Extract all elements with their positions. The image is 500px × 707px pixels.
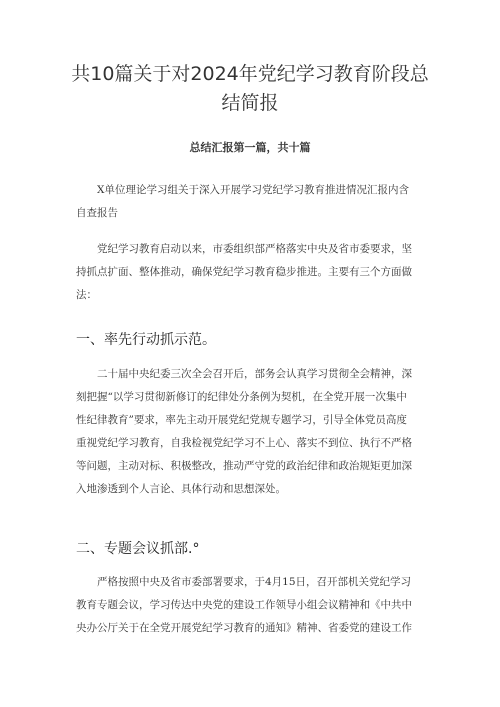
document-subtitle: 总结汇报第一篇，共十篇 <box>189 141 311 154</box>
paragraph-1-line-3: 法： <box>76 289 97 301</box>
paragraph-3-line-2: 教育专题会议，学习传达中央党的建设工作领导小组会议精神和《中共中 <box>76 599 412 611</box>
paragraph-3-line-3: 央办公厅关于在全党开展党纪学习教育的通知》精神、省委党的建设工作 <box>76 622 412 634</box>
intro-line-2: 自查报告 <box>76 207 118 219</box>
paragraph-1-line-2: 持抓点扩面、整体推动，确保党纪学习教育稳步推进。主要有三个方面做 <box>76 266 412 278</box>
title-line-1: 共10篇关于对2024年党纪学习教育阶段总 <box>71 63 429 85</box>
paragraph-2-line-2: 刻把握“以学习贯彻新修订的纪律处分条例为契机，在全党开展一次集中 <box>76 391 407 403</box>
paragraph-2-line-5: 等问题，主动对标、积极整改，推动严守党的政治纪律和政治规矩更加深 <box>76 460 412 472</box>
paragraph-2-line-1: 二十届中央纪委三次全会召开后，部务会认真学习贯彻全会精神，深 <box>97 368 412 380</box>
paragraph-2-line-6: 入地渗透到个人言论、具体行动和思想深处。 <box>76 483 286 495</box>
paragraph-2 <box>76 363 426 501</box>
section-heading-2: 二、专题会议抓部.° <box>76 541 200 557</box>
document-title <box>40 60 460 118</box>
title-line-2: 结简报 <box>221 92 279 114</box>
section-heading-1: 一、率先行动抓示范。 <box>76 332 216 348</box>
paragraph-1-line-1: 党纪学习教育启动以来，市委组织部严格落实中央及省市委要求，坚 <box>97 243 412 255</box>
paragraph-2-line-3: 性纪律教育”要求，率先主动开展党纪党规专题学习，引导全体党员高度 <box>76 414 407 426</box>
paragraph-3 <box>76 571 426 640</box>
paragraph-2-line-4: 重视党纪学习教育，自我检视党纪学习不上心、落实不到位、执行不严格 <box>76 437 412 449</box>
paragraph-3-line-1: 严格按照中央及省市委部署要求，于4月15日，召开部机关党纪学习 <box>97 576 412 588</box>
paragraph-1 <box>76 238 426 307</box>
intro-line-1: X单位理论学习组关于深入开展学习党纪学习教育推进情况汇报内含 <box>97 184 409 196</box>
intro-paragraph <box>76 179 426 225</box>
